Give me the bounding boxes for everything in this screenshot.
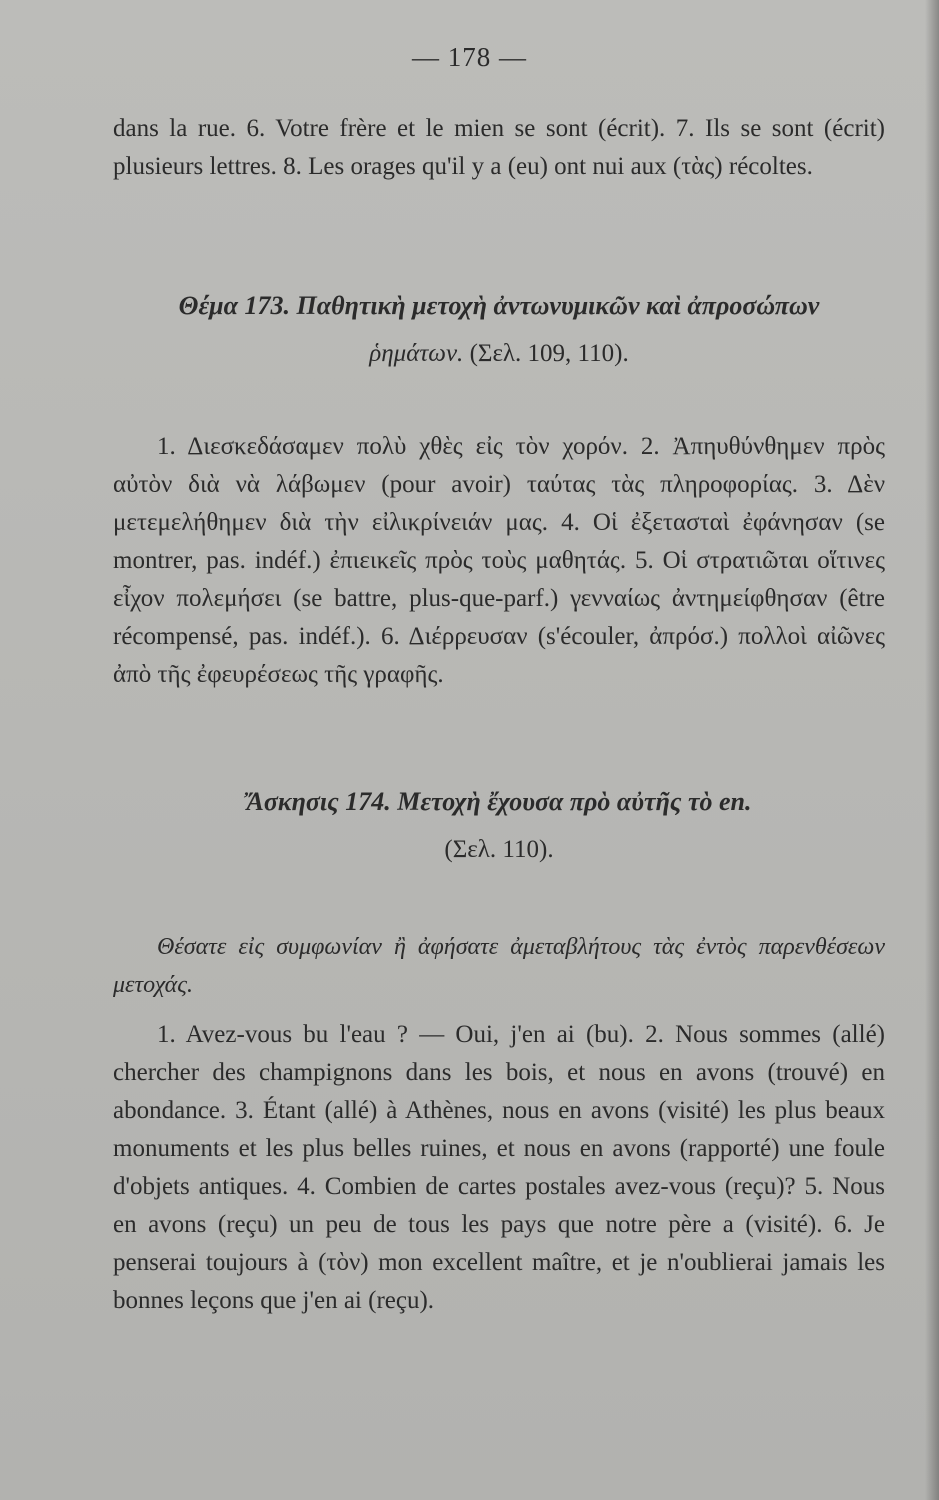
- exercise-174-ref: (Σελ. 110).: [444, 836, 554, 863]
- theme-173-heading: [113, 282, 885, 378]
- exercise-174-ref-line: [113, 826, 885, 874]
- theme-173-body: 1. Διεσκεδάσαμεν πολὺ χθὲς εἰς τὸν χορόν. 2. Ἀπηυθύνθημεν πρὸς αὐτὸν διὰ νὰ λάβωμεν (pour avoir) ταύτας τὰς πληροφορίας. 3. Δὲν μετεμελήθημεν διὰ τὴν εἰλικρίνειάν μας. 4. Οἱ ἐξετασταὶ ἐφάνησαν (se montrer, pas. indéf.) ἐπιεικεῖς πρὸς τοὺς μαθητάς. 5. Οἱ στρατιῶται οἵτινες εἶχον πολεμήσει (se battre, plus-que-parf.) γενναίως ἀντημείφθησαν (être récompensé, pas. indéf.). 6. Διέρρευσαν (s'écouler, ἀπρόσ.) πολλοὶ αἰῶνες ἀπὸ τῆς ἐφευρέσεως τῆς γραφῆς.: [113, 433, 885, 688]
- theme-173-title: Θέμα 173. Παθητικὴ μετοχὴ ἀντωνυμικῶν καὶ ἀπροσώπων: [178, 291, 820, 320]
- theme-173-subtitle-line: [113, 330, 885, 378]
- continuation-text: dans la rue. 6. Votre frère et le mien se sont (écrit). 7. Ils se sont (écrit) plusieurs lettres. 8. Les orages qu'il y a (eu) ont nui aux (τὰς) récoltes.: [113, 115, 885, 180]
- page-number: — 178 —: [412, 42, 527, 72]
- exercise-174-body-block: [113, 1016, 885, 1320]
- theme-173-body-block: [113, 428, 885, 694]
- continuation-block: [113, 110, 885, 186]
- theme-173-subtitle: ῥημάτων.: [369, 340, 464, 367]
- exercise-174-instruction: Θέσατε εἰς συμφωνίαν ἢ ἀφήσατε ἀμεταβλήτους τὰς ἐντὸς παρενθέσεων μετοχάς.: [113, 934, 885, 998]
- page-edge-shadow: [925, 0, 939, 1500]
- exercise-174-heading: [113, 778, 885, 874]
- exercise-174-title: Ἄσκησις 174. Μετοχὴ ἔχουσα πρὸ αὐτῆς τὸ en.: [246, 787, 752, 816]
- exercise-174-body: 1. Avez-vous bu l'eau ? — Oui, j'en ai (bu). 2. Nous sommes (allé) chercher des champignons dans les bois, et nous en avons (trouvé) en abondance. 3. Étant (allé) à Athènes, nous en avons (visité) les plus beaux monuments et les plus belles ruines, et nous en avons (rapporté) une foule d'objets antiques. 4. Combien de cartes postales avez-vous (reçu)? 5. Nous en avons (reçu) un peu de tous les pays que notre père a (visité). 6. Je penserai toujours à (τὸν) mon excellent maître, et je n'oublierai jamais les bonnes leçons que j'en ai (reçu).: [113, 1021, 885, 1314]
- exercise-174-instruction-block: [113, 928, 885, 1004]
- theme-173-ref: (Σελ. 109, 110).: [469, 340, 629, 367]
